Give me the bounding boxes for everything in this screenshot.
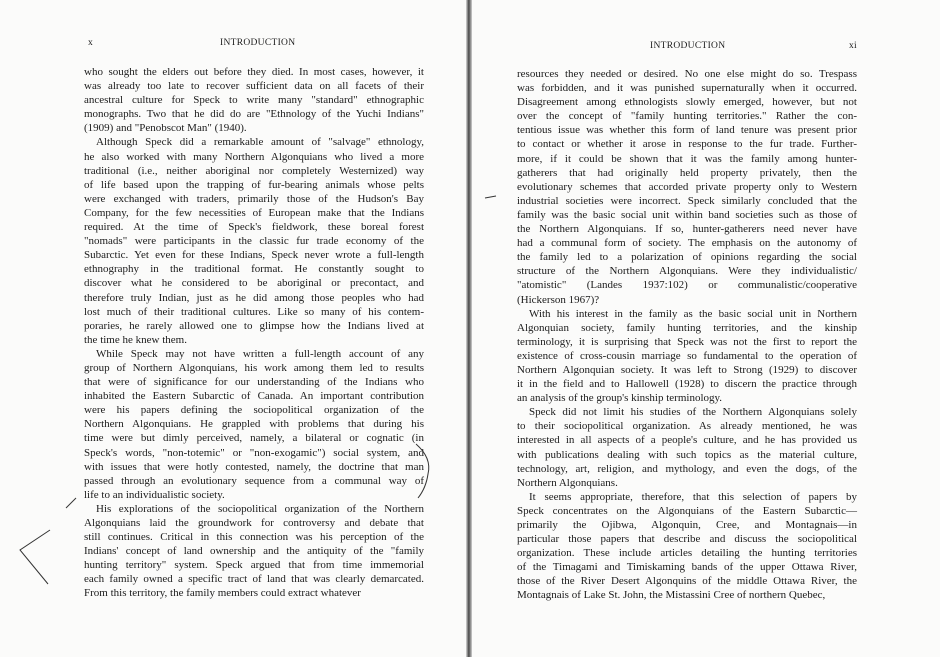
text-line: to contact or whether it arose in response to the fur trade. Further- <box>517 138 857 151</box>
text-line: organization. These include articles detailing the hunting territories <box>517 547 857 560</box>
text-line: "nomads" were participants in the classic fur trade economy of the <box>84 235 424 248</box>
text-line: From this territory, the family members could extract whatever <box>84 587 361 600</box>
text-line: ethnography in the traditional format. He constantly sought to <box>84 263 424 276</box>
text-line: Speck concentrates on the Algonquians of the Eastern Subarctic— <box>517 504 857 517</box>
text-line: monographs. Two that he did do are "Ethnology of the Yuchi Indians" <box>84 108 424 121</box>
text-line: existence of cross-cousin marriage so fundamental to the operation of <box>517 349 857 362</box>
text-line: was forbidden, and it was punished supernaturally when it occurred. <box>517 82 857 95</box>
text-line: Subarctic. Yet even for these Indians, Speck never wrote a full-length <box>84 249 424 262</box>
text-line: those of the River Desert Algonquins of the middle Ottawa River, the <box>517 575 857 588</box>
text-line: Northern Algonquians. <box>517 476 618 489</box>
text-line: who sought the elders out before they died. In most cases, however, it <box>84 66 424 78</box>
text-line: "atomistic" (Landes 1937:102) or communalistic/cooperative <box>517 279 857 292</box>
running-head: INTRODUCTION <box>650 41 726 51</box>
text-line: the Northern Algonquians. If so, hunter-gatherers need never have <box>517 223 857 236</box>
text-line: the time he knew them. <box>84 333 187 346</box>
text-line: with issues that were hotly contested, namely, the doctrine that man <box>84 460 424 473</box>
text-line: group of Northern Algonquians, his work among them led to results <box>84 361 424 374</box>
text-line: still continues. Critical in this connection was his perception of the <box>84 531 424 544</box>
text-line: that were of significance for our understanding of the Indians who <box>84 376 424 389</box>
text-line: hunting territory" system. Speck argued that from time immemorial <box>84 559 424 572</box>
text-line: structure of the Northern Algonquians. Were they individualistic/ <box>517 265 857 278</box>
text-line: lost much of their traditional cultures. Like so many of his contem- <box>84 305 424 318</box>
pencil-paren-mark <box>412 440 434 500</box>
text-line: Northern Algonquians. He grappled with problems that during his <box>84 418 424 431</box>
running-head: INTRODUCTION <box>220 38 296 48</box>
text-line: he also worked with many Northern Algonquians who lived a more <box>84 150 424 163</box>
text-line: resources they needed or desired. No one else might do so. Trespass <box>517 68 857 80</box>
text-line: traditional (i.e., neither aboriginal nor completely Westernized) way <box>84 164 424 177</box>
text-line: was already too late to recover sufficient data on all facets of their <box>84 80 424 93</box>
text-line: Algonquian society, family hunting territories, and the kinship <box>517 321 857 334</box>
text-line: (1909) and "Penobscot Man" (1940). <box>84 122 247 135</box>
text-line: required. At the time of Speck's fieldwork, these boreal forest <box>84 221 424 234</box>
text-line: the family led to a polarization of opinions regarding the social <box>517 251 857 264</box>
text-line: technology, art, religion, and mythology, and even the dogs, of the <box>517 462 857 475</box>
pencil-tick-mark <box>64 496 78 510</box>
text-line: more, if it could be shown that it was the family among hunter- <box>517 152 857 165</box>
text-line: Although Speck did a remarkable amount of "salvage" ethnology, <box>96 136 424 149</box>
text-line: over the concept of "family hunting territories." Rather the con- <box>517 110 857 123</box>
text-line: Speck did not limit his studies of the Northern Algonquians solely <box>529 406 857 419</box>
text-line: of the Timagami and Timiskaming bands of the upper Ottawa River, <box>517 561 857 574</box>
text-line: Company, for the few necessities of European make that the Indians <box>84 206 424 219</box>
text-line: family was the basic social unit within band societies such as those of <box>517 208 857 221</box>
text-line: terminology, it is surprising that Speck was not the first to report the <box>517 335 857 348</box>
text-line: Disagreement among ethnologists slowly emerged, however, but not <box>517 96 857 109</box>
text-line: with publications dealing with such topics as the material culture, <box>517 448 857 461</box>
text-line: Montagnais of Lake St. John, the Mistassini Cree of northern Quebec, <box>517 589 826 602</box>
text-line: tentious issue was whether this form of land tenure was present prior <box>517 124 857 137</box>
right-page <box>472 0 940 657</box>
text-line: therefore truly Indian, just as he did among those peoples who had <box>84 291 424 304</box>
text-line: Speck's words, "non-totemic" or "non-exogamic") social system, and <box>84 446 424 459</box>
text-line: It seems appropriate, therefore, that this selection of papers by <box>529 490 857 503</box>
text-line: With his interest in the family as the basic social unit in Northern <box>529 307 857 320</box>
text-line: ancestral culture for Speck to write many "standard" ethnographic <box>84 94 424 107</box>
text-line: an analysis of the group's kinship terminology. <box>517 392 723 405</box>
left-page <box>0 0 466 657</box>
text-line: Indians' concept of land ownership and the antiquity of the "family <box>84 545 424 558</box>
text-line: evolutionary schemes that accorded private property only to Western <box>517 180 857 193</box>
text-line: While Speck may not have written a full-length account of any <box>96 347 424 360</box>
text-line: each family owned a specific tract of land that was clearly demarcated. <box>84 573 424 586</box>
text-line: to their sociopolitical organization. As already mentioned, he was <box>517 420 857 433</box>
text-line: had a communal form of society. The emphasis on the autonomy of <box>517 237 857 250</box>
text-line: were exchanged with traders, primarily those of the Hudson's Bay <box>84 192 424 205</box>
text-line: gatherers that had originally held property privately, then the <box>517 166 857 179</box>
text-line: discover what he considered to be aboriginal or precontact, and <box>84 277 424 290</box>
text-line: passed through an evolutionary sequence from a communal way of <box>84 474 424 487</box>
text-line: inhabited the Eastern Subarctic of Canada. An important contribution <box>84 390 424 403</box>
text-line: industrial societies were incorrect. Speck similarly concluded that the <box>517 194 857 207</box>
margin-dash-mark <box>484 194 498 200</box>
text-line: of life based upon the trapping of fur-bearing animals whose pelts <box>84 178 424 191</box>
page-number: x <box>88 38 94 48</box>
text-line: particular those papers that describe and discuss the sociopolitical <box>517 533 857 546</box>
text-line: interested in all aspects of a people's culture, and he has provided us <box>517 434 857 447</box>
text-line: Northern Algonquian society. It was left to Strong (1929) to discover <box>517 363 857 376</box>
page-number: xi <box>849 41 857 51</box>
text-line: time were but dimly perceived, namely, a bilateral or cognatic (in <box>84 432 424 445</box>
text-line: primarily the Ojibwa, Algonquin, Cree, and Montagnais—in <box>517 519 857 531</box>
text-line: (Hickerson 1967)? <box>517 293 600 306</box>
text-line: life to an individualistic society. <box>84 488 225 501</box>
pencil-bracket-mark <box>14 528 54 588</box>
text-line: His explorations of the sociopolitical organization of the Northern <box>96 502 424 515</box>
text-line: were his papers defining the sociopolitical organization of the <box>84 404 424 417</box>
text-line: Algonquians laid the groundwork for controversy and debate that <box>84 517 424 529</box>
left-body-text <box>84 65 424 601</box>
text-line: poraries, he rarely allowed one to glimpse how the Indians lived at <box>84 319 424 332</box>
text-line: it in the field and to Hallowell (1928) to discern the practice through <box>517 378 857 391</box>
right-body-text <box>517 67 857 603</box>
